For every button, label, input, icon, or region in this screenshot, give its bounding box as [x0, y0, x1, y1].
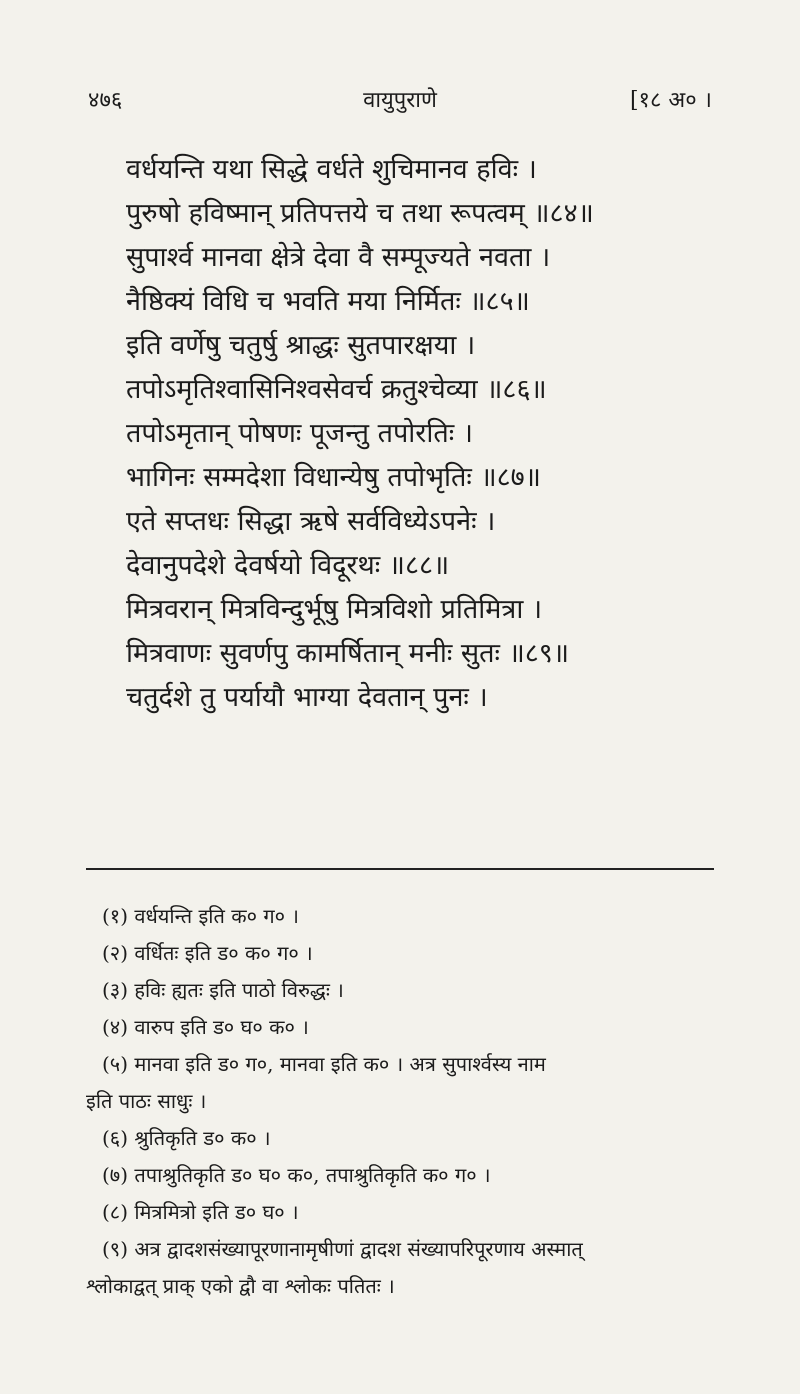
verse-line: सुपार्श्व मानवा क्षेत्रे देवा वै सम्पूज्यते नवता ।: [126, 242, 551, 273]
running-title: वायुपुराणे: [363, 88, 437, 113]
footnote: (८) मित्रमित्रो इति ड० घ० ।: [102, 1200, 299, 1224]
verse-block: [126, 148, 686, 720]
footnote: (२) वर्धितः इति ड० क० ग० ।: [102, 941, 313, 965]
verse-line: भागिनः सम्मदेशा विधान्येषु तपोभृतिः ॥८७॥: [126, 462, 541, 493]
footnote: (९) अत्र द्वादशसंख्यापूरणानामृषीणां द्वादश संख्यापरिपूरणाय अस्मात्: [102, 1237, 583, 1261]
verse-line: मित्रवाणः सुवर्णपु कामर्षितान् मनीः सुतः ॥८९॥: [126, 638, 569, 669]
verse-line: वर्धयन्ति यथा सिद्धे वर्धते शुचिमानव हविः ।: [126, 154, 537, 185]
verse-line: एते सप्तधः सिद्धा ऋषे सर्वविध्येऽपनेः ।: [126, 506, 496, 537]
footnote: (४) वारुप इति ड० घ० क० ।: [102, 1015, 309, 1039]
verse-line: नैष्ठिक्यं विधि च भवति मया निर्मितः ॥८५॥: [126, 286, 530, 317]
verse-line: तपोऽमृतिश्वासिनिश्वसेवर्च क्रतुश्चेव्या ॥८६॥: [126, 374, 547, 405]
footnote: (३) हविः ह्यतः इति पाठो विरुद्धः ।: [102, 978, 344, 1002]
footnote: (१) वर्धयन्ति इति क० ग० ।: [102, 904, 299, 928]
footnote-continuation: इति पाठः साधुः ।: [86, 1089, 207, 1113]
footnote-divider: [86, 868, 714, 870]
footnote-continuation: श्लोकाद्वत् प्राक् एको द्वौ वा श्लोकः पतितः ।: [86, 1274, 395, 1298]
verse-line: तपोऽमृतान् पोषणः पूजन्तु तपोरतिः ।: [126, 418, 473, 449]
page-number: ४७६: [88, 88, 123, 113]
footnote: (६) श्रुतिकृति ड० क० ।: [102, 1126, 271, 1150]
verse-line: मित्रवरान् मित्रविन्दुर्भूषु मित्रविशो प्रतिमित्रा ।: [126, 594, 543, 625]
chapter-reference: [१८ अ० ।: [629, 88, 712, 113]
verse-line: देवानुपदेशे देवर्षयो विदूरथः ॥८८॥: [126, 550, 450, 581]
verse-line: इति वर्णेषु चतुर्षु श्राद्धः सुतपारक्षया ।: [126, 330, 476, 361]
footnotes-block: [86, 898, 708, 1305]
verse-line: चतुर्दशे तु पर्यायौ भाग्या देवतान् पुनः ।: [126, 682, 488, 713]
verse-line: पुरुषो हविष्मान् प्रतिपत्तये च तथा रूपत्वम् ॥८४॥: [126, 198, 594, 229]
footnote: (७) तपाश्रुतिकृति ड० घ० क०, तपाश्रुतिकृति क० ग० ।: [102, 1163, 491, 1187]
footnote: (५) मानवा इति ड० ग०, मानवा इति क० । अत्र सुपार्श्वस्य नाम: [102, 1052, 546, 1076]
running-header: [88, 84, 712, 124]
